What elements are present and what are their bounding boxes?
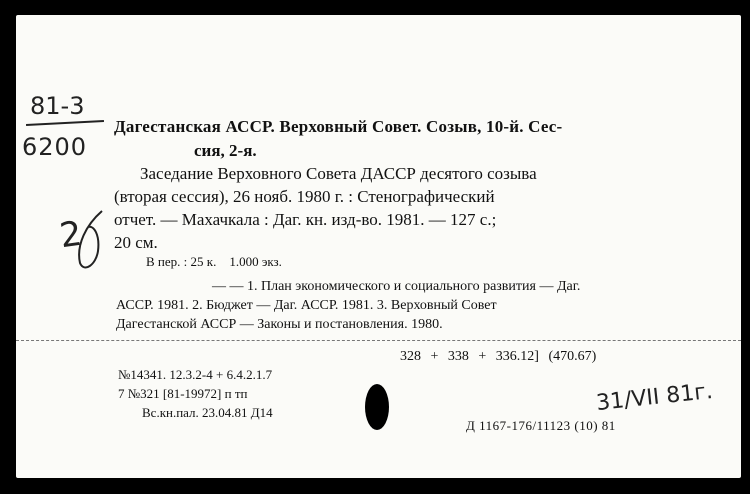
footer-code: Д 1167-176/11123 (10) 81: [466, 418, 616, 433]
footer-line-2: 7 №321 [81-19972] п тп: [118, 386, 248, 401]
handwritten-side-mark: 2: [57, 213, 85, 257]
classification-index: 328 + 338 + 336.12] (470.67): [400, 349, 597, 364]
subjects-line-3: Дагестанской АССР — Законы и постановления. 1980.: [116, 317, 443, 332]
subjects-line-1: — — 1. План экономического и социального развития — Даг.: [212, 279, 581, 294]
handwritten-loop-icon: [66, 205, 116, 275]
body-line-2: (вторая сессия), 26 нояб. 1980 г. : Стенографический: [114, 187, 495, 206]
shelf-underline: [26, 120, 104, 126]
footer-line-3: Вс.кн.пал. 23.04.81 Д14: [142, 405, 273, 420]
footer-line-1: №14341. 12.3.2-4 + 6.4.2.1.7: [118, 367, 273, 382]
price-line: В пер. : 25 к. 1.000 экз.: [146, 254, 282, 269]
divider-rule: [16, 340, 741, 341]
punch-hole: [365, 384, 389, 430]
body-line-3: отчет. — Махачкала : Даг. кн. изд-во. 1981. — 127 с.;: [114, 210, 497, 229]
heading-line-1: Дагестанская АССР. Верховный Совет. Созыв, 10-й. Сес-: [114, 117, 563, 136]
subjects-line-2: АССР. 1981. 2. Бюджет — Даг. АССР. 1981. 3. Верховный Совет: [116, 298, 497, 313]
catalog-card: [16, 15, 741, 478]
handwritten-shelf-bottom: 6200: [22, 133, 88, 161]
handwritten-shelf-top: 81-3: [30, 92, 85, 120]
body-line-4: 20 см.: [114, 233, 158, 252]
body-line-1: Заседание Верховного Совета ДАССР десятого созыва: [140, 164, 537, 183]
heading-line-2: сия, 2-я.: [194, 141, 257, 160]
handwritten-date: 31/VII 81г.: [595, 378, 714, 417]
